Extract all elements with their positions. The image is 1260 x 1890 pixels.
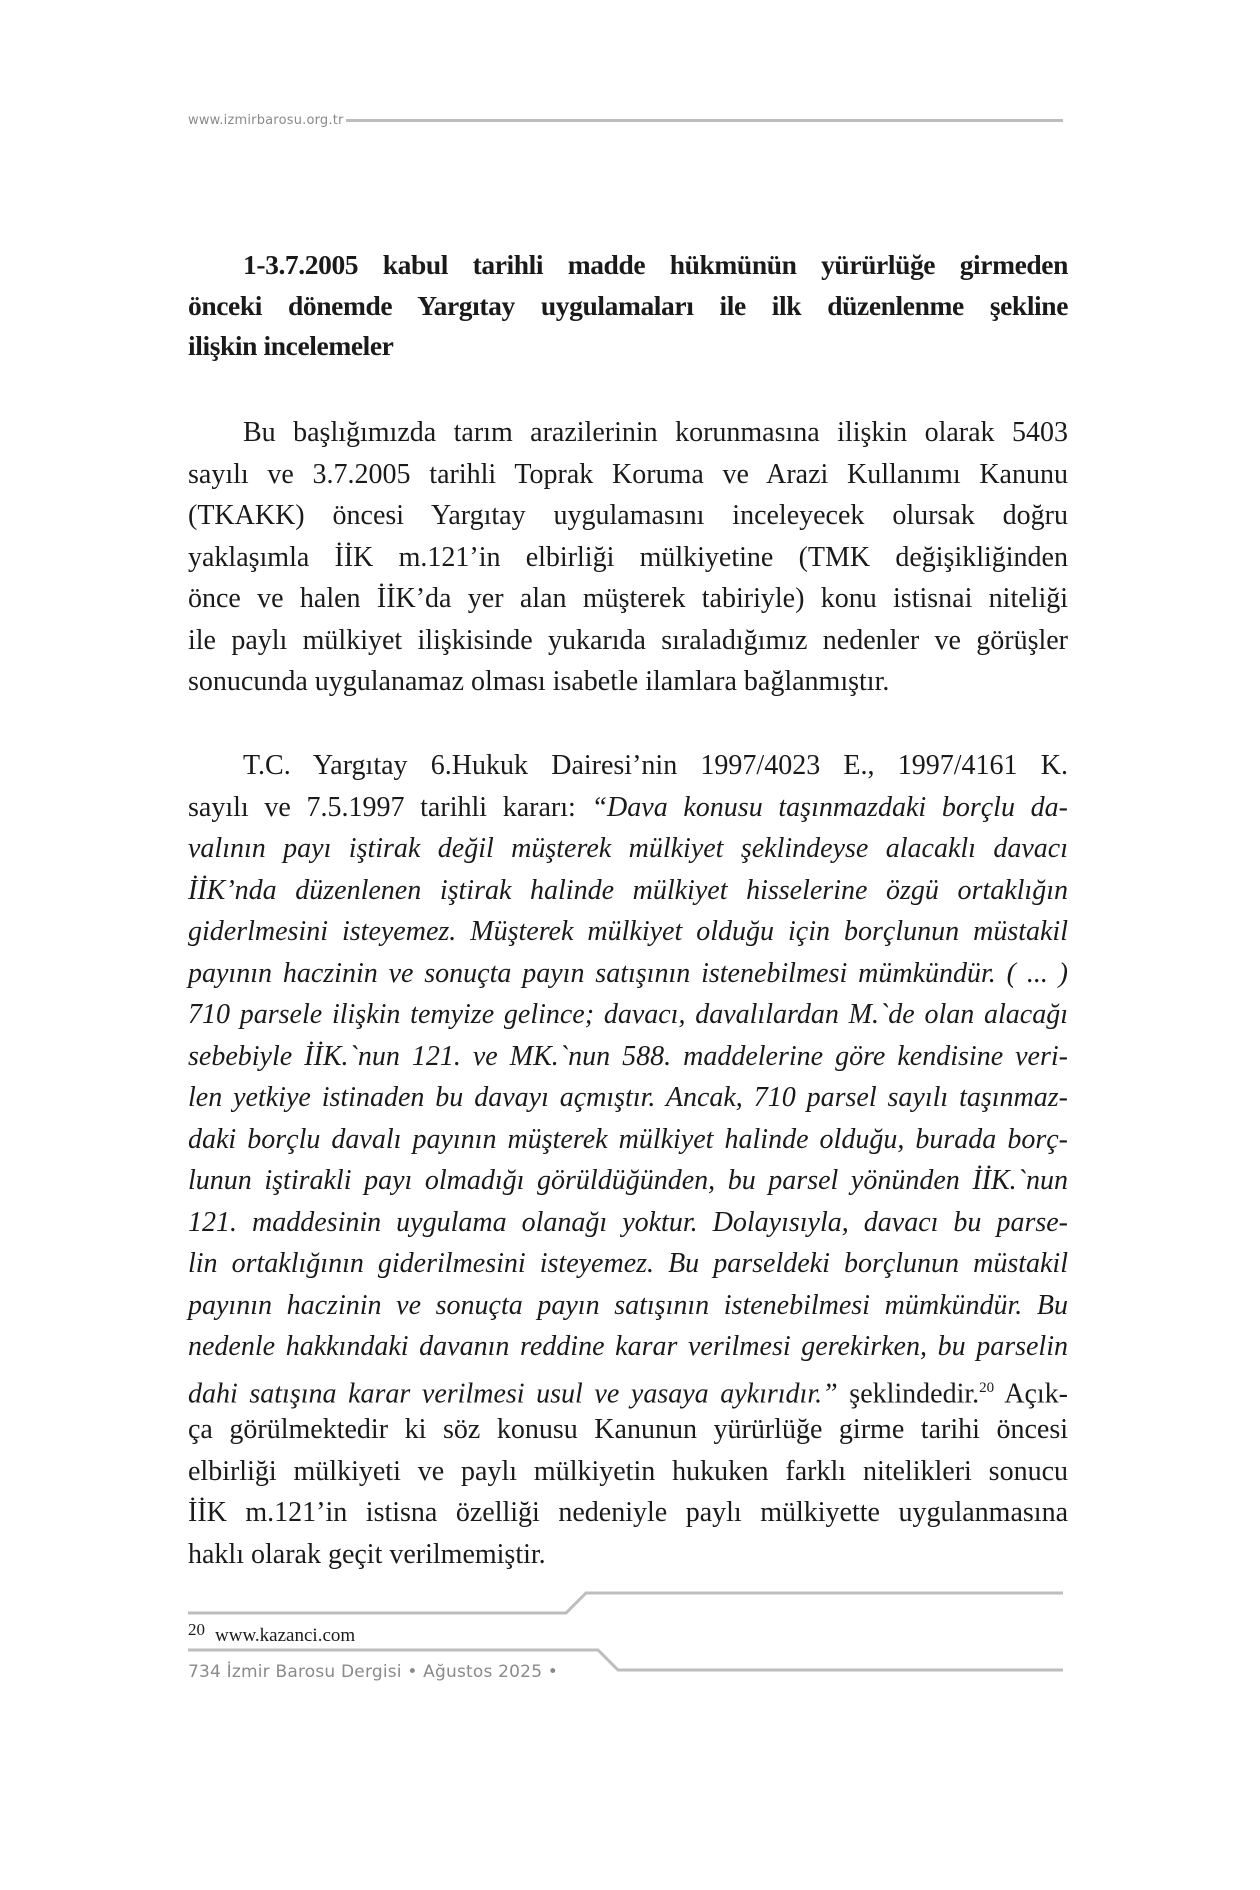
quote-text: “Dava konusu taşınmazdaki borçlu da-	[591, 791, 1068, 823]
paragraph-1	[188, 412, 1068, 703]
header-url: www.izmirbarosu.org.tr	[188, 112, 344, 128]
footnote-rule	[188, 1588, 1063, 1618]
body-line	[188, 787, 1068, 829]
body-line: yaklaşımla İİK m.121’in elbirliği mülkiyetine (TMK değişikliğinden	[188, 541, 1068, 573]
section-heading	[188, 245, 1068, 367]
body-line: elbirliği mülkiyeti ve paylı mülkiyetin hukuken farklı nitelikleri sonucu	[188, 1455, 1068, 1487]
running-footer	[188, 1648, 1063, 1688]
body-line: Bu başlığımızda tarım arazilerinin korunmasına ilişkin olarak 5403	[243, 417, 1068, 448]
body-line: haklı olarak geçit verilmemiştir.	[188, 1538, 546, 1570]
header-rule	[346, 119, 1063, 122]
footer-text: 734 İzmir Barosu Dergisi • Ağustos 2025 •	[188, 1662, 559, 1682]
footnote-link[interactable]: www.kazanci.com	[215, 1625, 356, 1646]
body-line: önce ve halen İİK’da yer alan müşterek tabiriyle) konu istisnai niteliği	[188, 583, 1068, 614]
quote-line: valının payı iştirak değil müşterek mülkiyet şeklindeyse alacaklı davacı	[188, 833, 1068, 864]
quote-line: İİK’nda düzenlenen iştirak halinde mülkiyet hisselerine özgü ortaklığın	[188, 874, 1068, 906]
quote-line: payının haczinin ve sonuçta payın satışının istenebilmesi mümkündür. Bu	[188, 1289, 1068, 1321]
footnote-number: 20	[188, 1620, 205, 1639]
quote-line: daki borçlu davalı payının müşterek mülkiyet halinde olduğu, burada borç-	[188, 1123, 1068, 1155]
quote-line: payının haczinin ve sonuçta payın satışının istenebilmesi mümkündür. ( ... )	[188, 957, 1068, 989]
footnote	[188, 1620, 355, 1647]
quote-line: sebebiyle İİK.`nun 121. ve MK.`nun 588. maddelerine göre kendisine veri-	[188, 1040, 1068, 1072]
body-line: İİK m.121’in istisna özelliği nedeniyle paylı mülkiyette uygulanmasına	[188, 1497, 1068, 1528]
quote-line: giderlmesini isteyemez. Müşterek mülkiyet olduğu için borçlunun müstakil	[188, 916, 1068, 947]
body-line: sayılı ve 3.7.2005 tarihli Toprak Koruma ve Arazi Kullanımı Kanunu	[188, 458, 1068, 490]
heading-line: ilişkin incelemeler	[188, 330, 394, 361]
heading-line: 1-3.7.2005 kabul tarihli madde hükmünün yürürlüğe girmeden	[243, 249, 1068, 280]
body-line: (TKAKK) öncesi Yargıtay uygulamasını inceleyecek olursak doğru	[188, 500, 1068, 531]
quote-line: lunun iştirakli payı olmadığı görüldüğünden, bu parsel yönünden İİK.`nun	[188, 1165, 1068, 1196]
running-header	[188, 110, 1063, 130]
body-line	[188, 1368, 1068, 1410]
body-line: ile paylı mülkiyet ilişkisinde yukarıda sıraladığımız nedenler ve görüşler	[188, 624, 1068, 656]
citation-text: sayılı ve 7.5.1997 tarihli kararı:	[188, 791, 592, 823]
body-text: Açık-	[994, 1377, 1068, 1409]
footnote-ref[interactable]: 20	[979, 1379, 995, 1396]
body-line: T.C. Yargıtay 6.Hukuk Dairesi’nin 1997/4023 E., 1997/4161 K.	[243, 750, 1068, 781]
quote-line: nedenle hakkındaki davanın reddine karar verilmesi gerekirken, bu parselin	[188, 1331, 1068, 1362]
heading-line: önceki dönemde Yargıtay uygulamaları ile ilk düzenlenme şekline	[188, 289, 1068, 321]
quote-line: len yetkiye istinaden bu davayı açmıştır. Ancak, 710 parsel sayılı taşınmaz-	[188, 1082, 1068, 1113]
quote-line: 710 parsele ilişkin temyize gelince; davacı, davalılardan M.`de olan alacağı	[188, 999, 1068, 1030]
body-text: şeklindedir.	[837, 1377, 980, 1409]
quote-line: 121. maddesinin uygulama olanağı yoktur. Dolayısıyla, davacı bu parse-	[188, 1206, 1068, 1238]
body-line: ça görülmektedir ki söz konusu Kanunun yürürlüğe girme tarihi öncesi	[188, 1414, 1068, 1445]
body-line: sonucunda uygulanamaz olması isabetle ilamlara bağlanmıştır.	[188, 666, 890, 697]
quote-line: lin ortaklığının giderilmesini isteyemez. Bu parseldeki borçlunun müstakil	[188, 1248, 1068, 1279]
paragraph-2	[188, 745, 1068, 1575]
quote-end: dahi satışına karar verilmesi usul ve yasaya aykırıdır.”	[188, 1377, 838, 1409]
